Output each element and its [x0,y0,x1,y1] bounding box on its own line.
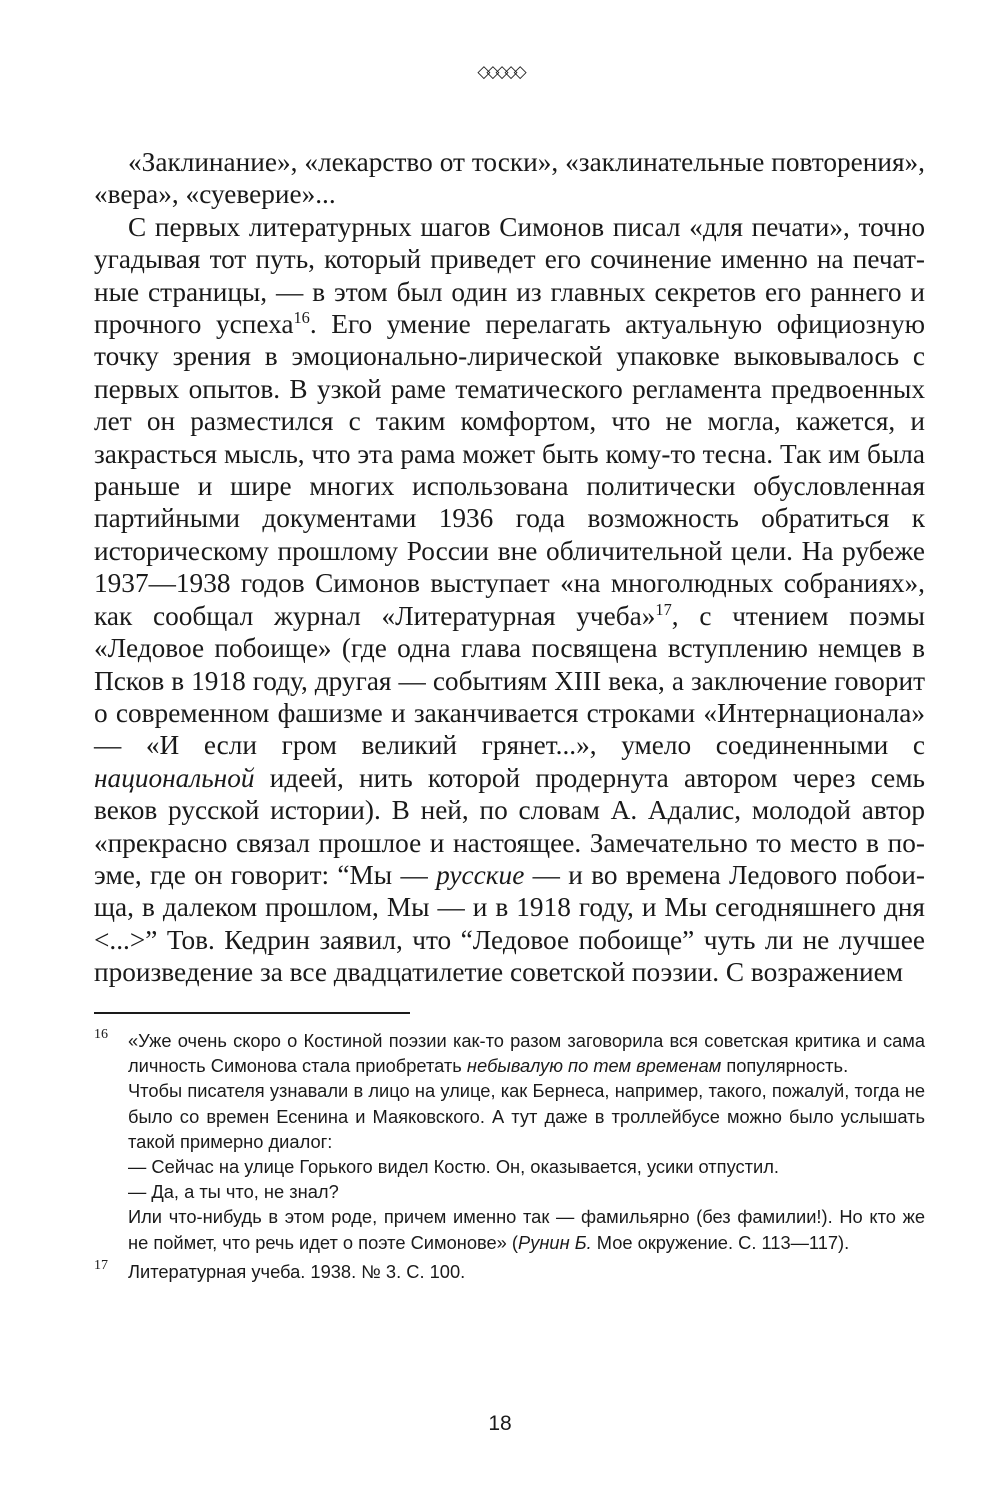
section-ornament: ◇◇◇◇◇ [477,62,523,82]
footnote-number: 16 [94,1027,108,1042]
footnote-ref-17[interactable]: 17 [655,599,672,619]
footnote-16 [94,1028,925,1255]
paragraph-2-part-1: С первых литературных шагов Симонов писал «для печати», точно угадывая тот путь, который приведет его сочинение именно на печатные страницы, — в этом был один из главных секретов его раннего и прочного успеха [94,211,925,340]
footnote-17 [94,1259,925,1284]
paragraph-2-part-4: идеей, нить которой продернута автором через семь веков русской истории). В ней, по словам А. Адалис, молодой автор «прекрасно связал прошлое и настоящее. Замечательно то место в поэме, где он говорит: “Мы — [94,762,925,890]
footnote-16-line-1 [128,1028,925,1078]
paragraph-2-part-3: , с чтением поэмы «Ледовое побоище» (где одна глава посвящена вступлению немцев в Псков в 1918 году, другая — событиям XIII века, а заключение говорит о современном фашизме и заканчивается строками «Интернационала» — «И если гром великий грянет...», умело соединенными с [94,600,925,761]
footnote-16-line-3: — Сейчас на улице Горького видел Костю. Он, оказывается, усики отпустил. [128,1156,779,1178]
paragraph-2-part-5: — и во времена Ледового побоища, в далеком прошлом, Мы — и в 1918 году, и Мы сегодняшнего дня <...>” Тов. Кедрин заявил, что “Ледовое побоище” чуть ли не лучшее произведение за все двадцатилетие советской поэзии. С возражением [94,859,925,988]
footnote-16-text-b: популярность. [721,1055,849,1077]
paragraph-1: «Заклинание», «лекарство от тоски», «заклинательные повторения», «вера», «суеверие»... [94,147,925,210]
footnote-16-text-c: Или что-нибудь в этом роде, причем именно так — фамильярно (без фамилии!). Но кто же не поймет, что речь идет о поэте Симонове» ( [128,1206,925,1253]
footnote-16-line-5 [128,1204,925,1254]
page-number: 18 [488,1412,512,1435]
footnote-16-line-4: — Да, а ты что, не знал? [128,1181,339,1203]
italic-russians: русские [436,859,525,890]
footnote-16-line-2: Чтобы писателя узнавали в лицо на улице, как Бернеса, например, такого, пожалуй, тогда не было со времен Есенина и Маяковского. А тут даже в троллейбусе можно было услышать такой примерно диалог: [128,1080,925,1152]
paragraph-2 [94,211,925,989]
footnote-ref-16[interactable]: 16 [293,307,310,327]
italic-national: национальной [94,762,255,793]
footnote-16-text-d: Мое окружение. С. 113—117). [591,1231,850,1253]
footnote-17-text: Литературная учеба. 1938. № 3. С. 100. [128,1260,466,1282]
footnote-16-italic: небывалую по тем временам [466,1055,722,1077]
main-text [94,146,925,989]
footnote-16-author: Рунин Б. [518,1231,592,1253]
footnote-16-text-a: «Уже очень скоро о Костиной поэзии как-то разом заговорила вся советская критика и сама личность Симонова стала приобретать [128,1030,925,1077]
footnote-number: 17 [94,1257,108,1273]
footnote-separator [94,1012,410,1014]
footnotes [94,1028,925,1284]
paragraph-2-part-2: . Его умение перелагать актуальную официозную точку зрения в эмоционально-лирической упаковке выковывалось с первых опытов. В узкой раме тематического регламента предвоенных лет он разместился с таким комфортом, что не могла, кажется, и закрасться мысль, что эта рама может быть кому-то тесна. Так им была раньше и шире многих использована политически обусловленная партийными документами 1936 года возможность обратиться к историческому прошлому России вне обличительной цели. На рубеже 1937—1938 годов Симонов выступает «на многолюдных собраниях», как сообщал журнал «Литературная учеба» [94,309,925,631]
